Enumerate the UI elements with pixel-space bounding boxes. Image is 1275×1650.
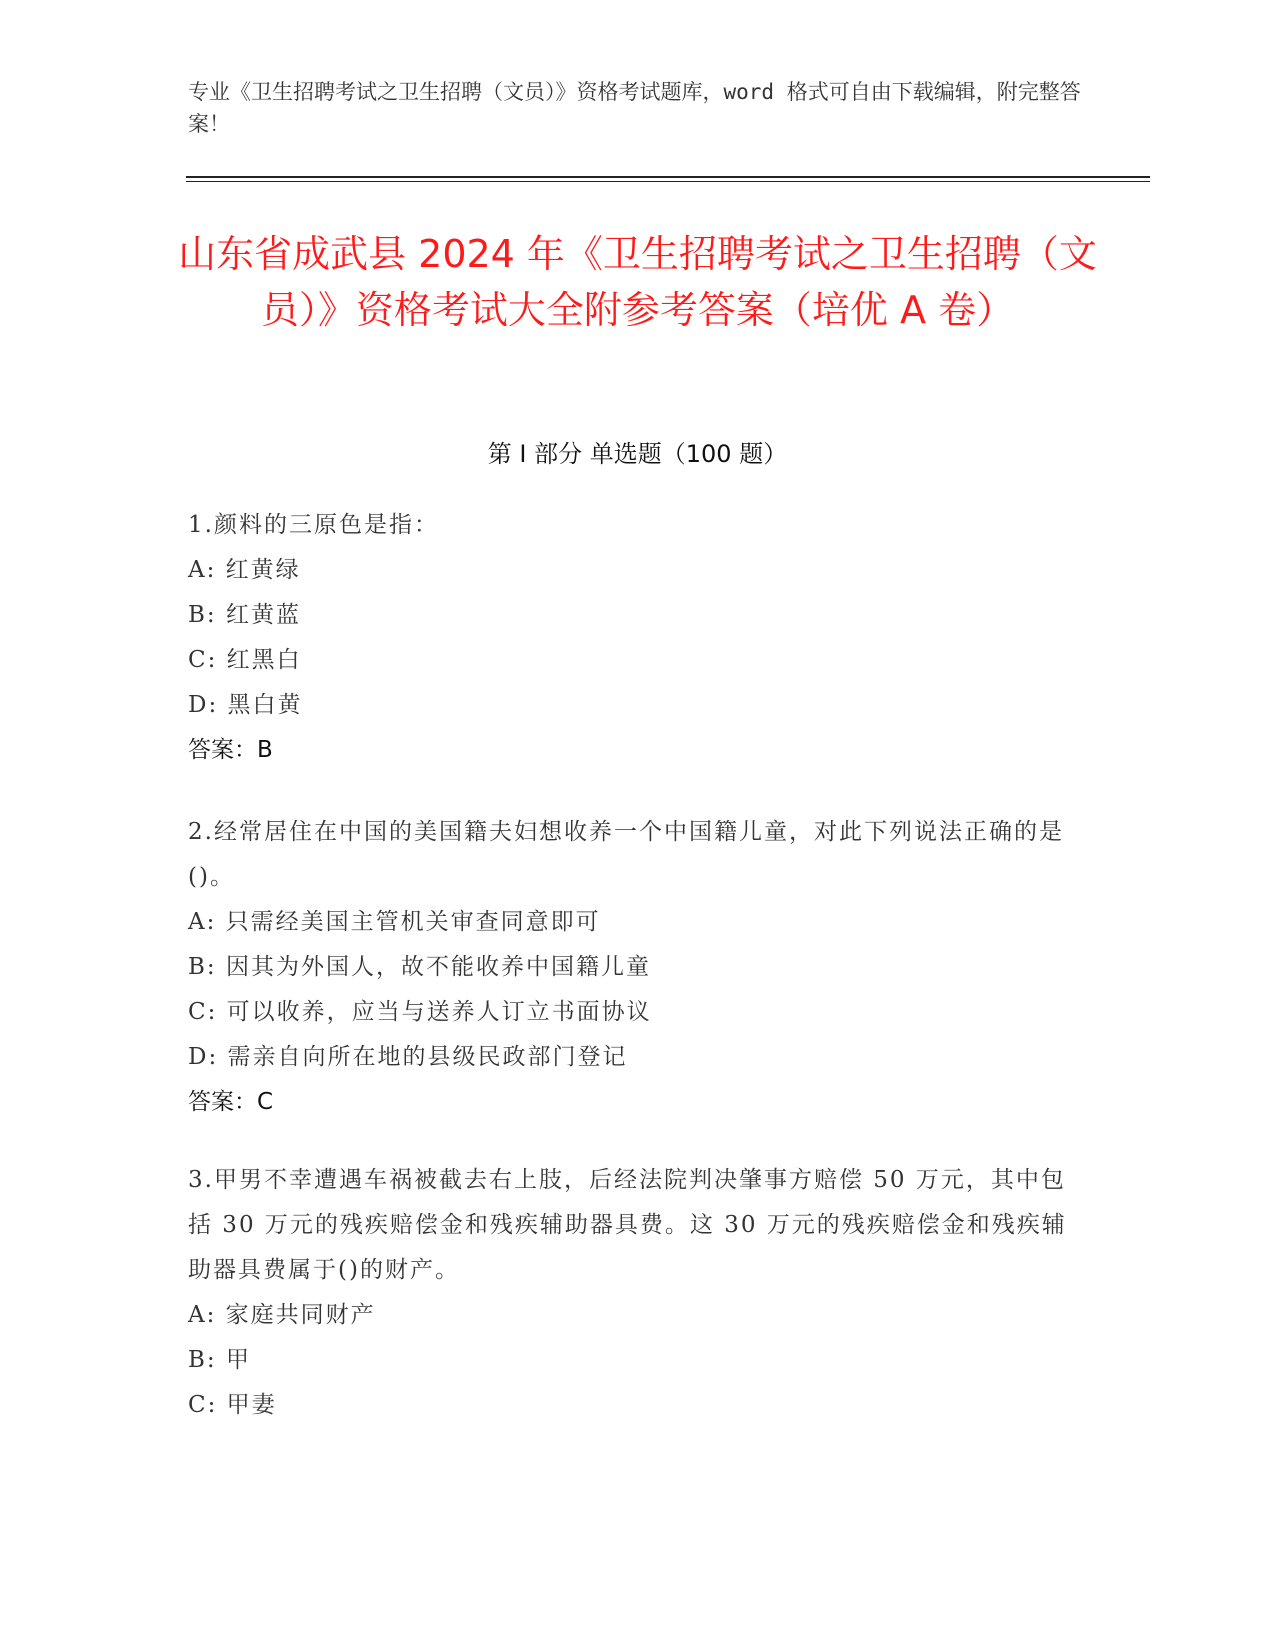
answer: 答案：B bbox=[188, 737, 273, 763]
header-note: 专业《卫生招聘考试之卫生招聘（文员）》资格考试题库，word 格式可自由下载编辑，附完整答案！ bbox=[188, 80, 1081, 136]
question-2 bbox=[188, 810, 1078, 1125]
question-stem: 1.颜料的三原色是指： bbox=[188, 512, 439, 538]
question-3 bbox=[188, 1158, 1078, 1428]
option-a: A: 红黄绿 bbox=[188, 557, 301, 583]
answer: 答案：C bbox=[188, 1089, 274, 1115]
option-c: C: 红黑白 bbox=[188, 647, 302, 673]
section-heading: 第 I 部分 单选题（100 题） bbox=[487, 440, 788, 468]
header-divider-thin bbox=[186, 181, 1150, 182]
option-d: D: 黑白黄 bbox=[188, 692, 303, 718]
option-b: B: 甲 bbox=[188, 1347, 251, 1373]
option-c: C: 可以收养，应当与送养人订立书面协议 bbox=[188, 999, 652, 1025]
option-a: A: 只需经美国主管机关审查同意即可 bbox=[188, 909, 601, 935]
option-a: A: 家庭共同财产 bbox=[188, 1302, 376, 1328]
option-b: B: 红黄蓝 bbox=[188, 602, 301, 628]
question-stem: 3.甲男不幸遭遇车祸被截去右上肢，后经法院判决肇事方赔偿 50 万元，其中包括 30 万元的残疾赔偿金和残疾辅助器具费。这 30 万元的残疾赔偿金和残疾辅助器具费属于()的财产。 bbox=[188, 1167, 1067, 1283]
option-c: C: 甲妻 bbox=[188, 1392, 277, 1418]
question-stem: 2.经常居住在中国的美国籍夫妇想收养一个中国籍儿童，对此下列说法正确的是()。 bbox=[188, 819, 1064, 890]
header-divider bbox=[186, 176, 1150, 178]
option-b: B: 因其为外国人，故不能收养中国籍儿童 bbox=[188, 954, 651, 980]
document-title: 山东省成武县 2024 年《卫生招聘考试之卫生招聘（文员）》资格考试大全附参考答案（培优 A 卷） bbox=[178, 232, 1097, 332]
question-1 bbox=[188, 503, 1078, 773]
option-d: D: 需亲自向所在地的县级民政部门登记 bbox=[188, 1044, 628, 1070]
